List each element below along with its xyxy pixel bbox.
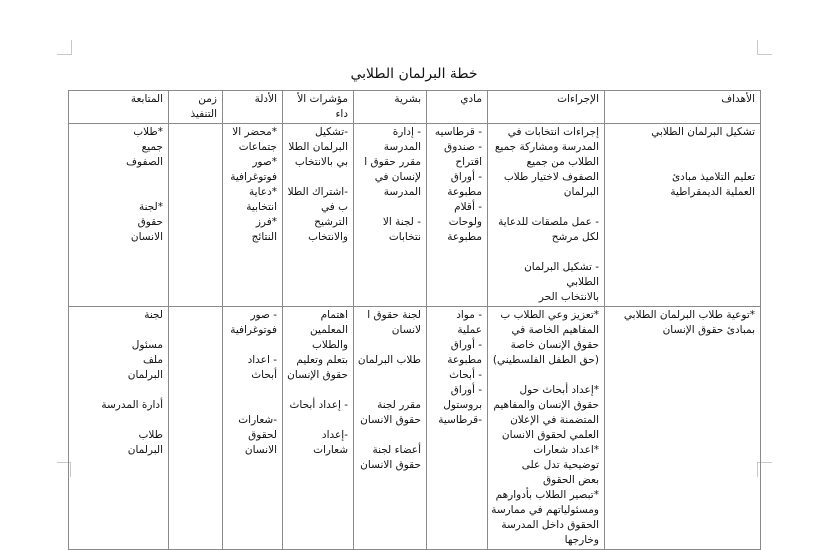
cell-material bbox=[427, 307, 488, 550]
cell-line: - إدارة bbox=[392, 126, 421, 138]
cell-line: المفاهيم الخاصة في bbox=[511, 324, 599, 336]
cell-line: بتعلم وتعليم bbox=[296, 354, 348, 366]
cell-line: *محضر الا bbox=[232, 126, 277, 138]
cell-line: الانسان bbox=[244, 444, 277, 456]
cell-line: *طلاب bbox=[133, 126, 163, 138]
cell-line: - صور bbox=[250, 309, 277, 321]
cell-line: الحقوق داخل المدرسة bbox=[501, 519, 599, 531]
cell-line: *دعاية bbox=[249, 186, 277, 198]
cell-time bbox=[169, 124, 223, 307]
header-evidence: الأدلة bbox=[223, 91, 283, 124]
cell-line bbox=[608, 140, 755, 155]
cell-line bbox=[357, 428, 421, 443]
cell-line: - أوراق bbox=[450, 171, 482, 183]
cell-line: بروستول bbox=[443, 399, 482, 411]
cell-line: طلاب البرلمان bbox=[357, 354, 421, 366]
cell-line bbox=[226, 338, 277, 353]
cell-line: تعليم التلاميذ مبادئ bbox=[671, 171, 755, 183]
header-time: زمن التنفيذ bbox=[169, 91, 223, 124]
cell-line: اقتراح bbox=[455, 156, 482, 168]
cell-line: فوتوغرافية bbox=[230, 171, 277, 183]
cell-line: المدرسة bbox=[383, 141, 421, 153]
cell-line: مطبوعة bbox=[447, 186, 482, 198]
cell-line bbox=[72, 185, 163, 200]
cell-line: الانسان bbox=[130, 231, 163, 243]
cell-line: *إعداد أبحاث حول bbox=[519, 384, 599, 396]
cell-line bbox=[286, 383, 348, 398]
cell-line bbox=[357, 368, 421, 383]
cell-line: البرلمان bbox=[127, 444, 163, 456]
cell-line: انتخابية bbox=[246, 201, 277, 213]
cell-line: لحقوق bbox=[248, 429, 277, 441]
cell-line: ب في bbox=[321, 201, 348, 213]
cell-line: حقوق الإنسان bbox=[287, 369, 348, 381]
cell-line bbox=[608, 155, 755, 170]
cell-line bbox=[72, 323, 163, 338]
cell-line: العلمي لحقوق الانسان bbox=[501, 429, 599, 441]
cell-line: أعضاء لجنة bbox=[372, 444, 421, 456]
cell-line: إجراءات انتخابات في bbox=[507, 126, 599, 138]
cell-line: توضيحية تدل على bbox=[521, 459, 599, 471]
cell-line: نتخابات bbox=[388, 231, 421, 243]
cell-line: العملية الديمقراطية bbox=[670, 186, 755, 198]
cell-line: طلاب bbox=[138, 429, 163, 441]
header-procedures: الإجراءات bbox=[488, 91, 605, 124]
cell-line: - تشكيل البرلمان الطلابي bbox=[520, 261, 599, 288]
cell-line bbox=[226, 398, 277, 413]
cell-line: *صور bbox=[252, 156, 277, 168]
cell-line: لجنة حقوق ا bbox=[367, 309, 421, 321]
cell-line: حقوق الانسان bbox=[360, 459, 421, 471]
cell-line: - مواد bbox=[456, 309, 482, 321]
cell-line: - عمل ملصقات للدعاية bbox=[498, 216, 599, 228]
cell-line: والانتخاب bbox=[308, 231, 348, 243]
table-row bbox=[69, 124, 761, 307]
cell-line: الصفوف لاختيار طلاب bbox=[503, 171, 599, 183]
cell-human bbox=[354, 124, 427, 307]
cell-procedures bbox=[488, 307, 605, 550]
cell-line: بالانتخاب الحر bbox=[538, 291, 599, 303]
cell-line bbox=[357, 338, 421, 353]
cell-line: ولوحات bbox=[448, 216, 482, 228]
cell-indicators bbox=[283, 307, 354, 550]
cell-line: البرلمان bbox=[563, 186, 599, 198]
cell-line bbox=[357, 200, 421, 215]
cell-line: *فرز bbox=[255, 216, 277, 228]
cell-line bbox=[491, 368, 599, 383]
cell-line: المدرسة bbox=[383, 186, 421, 198]
cell-line: *اعداد شعارات bbox=[533, 444, 599, 456]
cell-line: البرلمان الطلا bbox=[288, 141, 348, 153]
cell-line: الطلاب من جميع bbox=[526, 156, 599, 168]
cell-line: (حق الطفل الفلسطيني) bbox=[492, 354, 599, 366]
cell-line: اهتمام bbox=[320, 309, 348, 321]
cell-line: جميع bbox=[141, 141, 163, 153]
cell-line: -قرطاسية bbox=[438, 414, 482, 426]
cell-line: لانسان bbox=[391, 324, 421, 336]
document-title: خطة البرلمان الطلابي bbox=[350, 66, 478, 82]
cell-line: بعض الحقوق bbox=[543, 474, 599, 486]
cell-line: - إعداد أبحاث bbox=[289, 399, 348, 411]
cell-indicators bbox=[283, 124, 354, 307]
cell-line: -إعداد bbox=[321, 429, 348, 441]
cell-line: - أقلام bbox=[454, 201, 482, 213]
cell-line: الصفوف bbox=[126, 156, 163, 168]
cell-line bbox=[286, 170, 348, 185]
cell-line: أبحاث bbox=[251, 369, 277, 381]
cell-line: النتائج bbox=[251, 231, 277, 243]
cell-line: لإنسان في bbox=[374, 171, 421, 183]
cell-line: - لجنة الا bbox=[382, 216, 421, 228]
cell-line bbox=[72, 383, 163, 398]
cell-line: المتضمنة في الإعلان bbox=[510, 414, 599, 426]
cell-line: المعلمين bbox=[310, 324, 348, 336]
cell-line: - صندوق bbox=[444, 141, 482, 153]
cell-line: مقرر حقوق ا bbox=[364, 156, 421, 168]
cell-line: تشكيل البرلمان الطلابي bbox=[651, 126, 755, 138]
cell-line bbox=[491, 245, 599, 260]
cell-goals bbox=[605, 124, 761, 307]
cell-line: -شعارات bbox=[238, 414, 277, 426]
cell-line bbox=[491, 200, 599, 215]
cell-line: بمبادئ حقوق الإنسان bbox=[662, 324, 755, 336]
header-followup: المتابعة bbox=[69, 91, 169, 124]
cell-line: الترشيح bbox=[314, 216, 348, 228]
table-row bbox=[69, 307, 761, 550]
cell-line bbox=[72, 413, 163, 428]
cell-line: حقوق الإنسان والمفاهيم bbox=[493, 399, 599, 411]
cell-line: وخارجها bbox=[564, 534, 599, 546]
cell-followup bbox=[69, 124, 169, 307]
cell-evidence bbox=[223, 307, 283, 550]
cell-line: المدرسة ومشاركة جميع bbox=[494, 141, 599, 153]
cell-line: *لجنة bbox=[138, 201, 163, 213]
cell-line: مسئول bbox=[131, 339, 163, 351]
cell-line: - أوراق bbox=[450, 339, 482, 351]
header-row bbox=[69, 91, 761, 124]
cell-line: حقوق الإنسان خاصة bbox=[510, 339, 599, 351]
cell-line: - أوراق bbox=[450, 384, 482, 396]
cell-line: أدارة المدرسة bbox=[101, 399, 163, 411]
cell-line: شعارات bbox=[313, 444, 348, 456]
cell-line: ملف bbox=[143, 354, 163, 366]
cell-line: البرلمان bbox=[127, 369, 163, 381]
cell-human bbox=[354, 307, 427, 550]
cell-time bbox=[169, 307, 223, 550]
header-goals: الأهداف bbox=[605, 91, 761, 124]
cell-evidence bbox=[223, 124, 283, 307]
cell-line: بي بالانتخاب bbox=[294, 156, 348, 168]
cell-line: *توعية طلاب البرلمان الطلابي bbox=[623, 309, 755, 321]
cell-line: *تعزيز وعي الطلاب ب bbox=[500, 309, 599, 321]
cell-line: - أبحاث bbox=[449, 369, 482, 381]
cell-line: حقوق الانسان bbox=[360, 414, 421, 426]
cell-procedures bbox=[488, 124, 605, 307]
cell-line: مقرر لجنة bbox=[377, 399, 421, 411]
cell-line: ومسئولياتهم في ممارسة bbox=[491, 504, 599, 516]
cell-line: - اعداد bbox=[247, 354, 277, 366]
cell-line bbox=[72, 170, 163, 185]
cell-material bbox=[427, 124, 488, 307]
cell-line: لجنة bbox=[144, 309, 163, 321]
cell-line: جتماعات bbox=[238, 141, 277, 153]
cell-line bbox=[357, 383, 421, 398]
cell-line: حقوق bbox=[137, 216, 163, 228]
header-human: بشرية bbox=[354, 91, 427, 124]
cell-line bbox=[226, 383, 277, 398]
cell-line: والطلاب bbox=[312, 339, 348, 351]
cell-line: مطبوعة bbox=[447, 354, 482, 366]
plan-table bbox=[68, 90, 761, 550]
cell-line: لكل مرشح bbox=[551, 231, 599, 243]
cell-line: -اشتراك الطلا bbox=[287, 186, 348, 198]
crop-mark-top-right bbox=[757, 40, 772, 55]
cell-line: -تشكيل bbox=[315, 126, 348, 138]
cell-followup bbox=[69, 307, 169, 550]
header-material: مادي bbox=[427, 91, 488, 124]
cell-line: عملية bbox=[457, 324, 482, 336]
cell-line: فوتوغرافية bbox=[230, 324, 277, 336]
header-indicators: مؤشرات الأ داء bbox=[283, 91, 354, 124]
cell-line: مطبوعة bbox=[447, 231, 482, 243]
cell-line: - قرطاسيه bbox=[434, 126, 482, 138]
cell-goals bbox=[605, 307, 761, 550]
crop-mark-top-left bbox=[57, 40, 72, 55]
cell-line: *تبصير الطلاب بأدوارهم bbox=[495, 489, 599, 501]
cell-line bbox=[286, 413, 348, 428]
